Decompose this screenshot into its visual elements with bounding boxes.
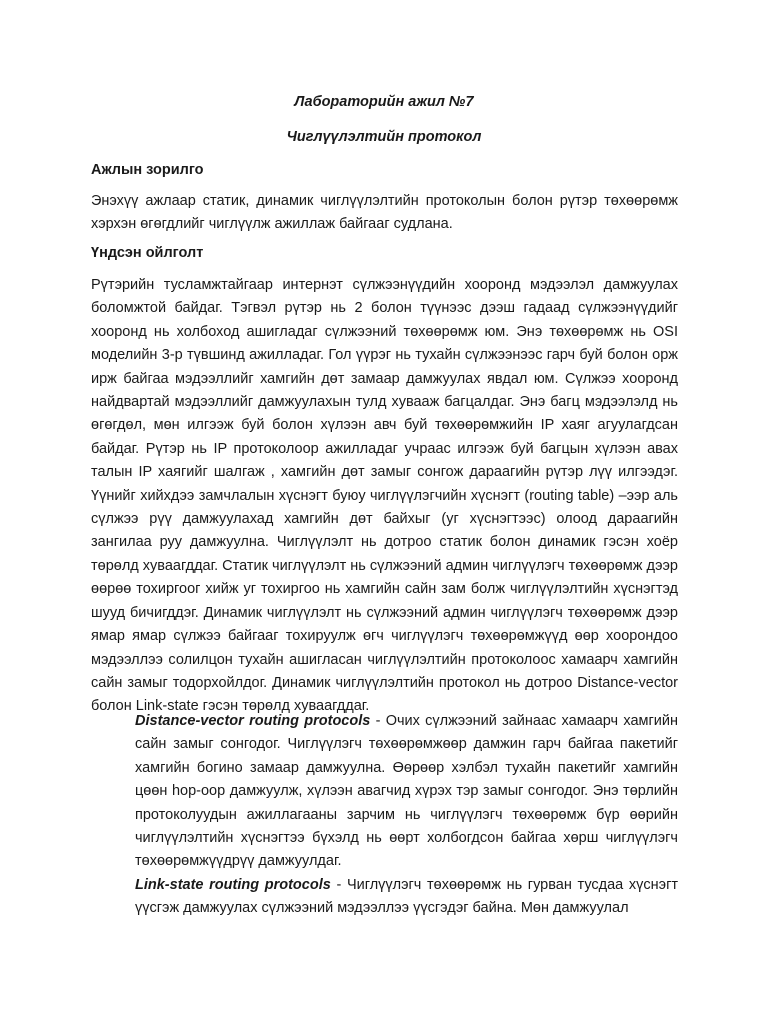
document-subtitle: Чиглүүлэлтийн протокол bbox=[286, 129, 482, 145]
section-paragraph-concepts: Рүтэрийн тусламжтайгаар интернэт сүлжээнүүдийн хооронд мэдээлэл дамжуулах боломжтой байдаг. Тэгвэл рүтэр нь 2 болон түүнээс дээш гадаад сүлжээнүүдийг хооронд нь холбоход ашигладаг сүлжээний төхөөрөмж юм. Энэ төхөөрөмж нь OSI моделийн 3-р түвшинд ажилладаг. Гол үүрэг нь тухайн сүлжээнээс гарч буй болон орж ирж байгаа мэдээллийг хамгийн дөт замаар дамжуулах явдал юм. Сүлжээ хооронд найдвартай мэдээллийг дамжуулахын тулд хувааж багцалдаг. Энэ багц мэдээлэлд нь өгөгдөл, мөн илгээж буй болон хүлээн авч буй төхөөрөмжийн IP хаяг агуулагдсан байдаг. Рүтэр нь IP протоколоор ажилладаг учраас илгээж буй багцын хүлээн авах талын IP хаягийг шалгаж , хамгийн дөт замыг сонгож дараагийн рүтэр лүү илгээдэг. Үүнийг хийхдээ замчлалын хүснэгт буюу чиглүүлэгчийн хүснэгт (routing table) –ээр аль сүлжээ рүү дамжуулахад хамгийн дөт байхыг (уг хүснэгтээс) олоод дараагийн зангилаа руу дамжуулна. Чиглүүлэлт нь дотроо статик болон динамик гэсэн хоёр төрөлд хуваагддаг. Статик чиглүүлэлт нь сүлжээний админ чиглүүлэгч төхөөрөмж дээр өөрөө тохиргоог хийж уг тохиргоо нь хамгийн сайн зам болж чиглүүлэлтийн хүснэгтэд шууд бичигддэг. Динамик чиглүүлэлт нь сүлжээний админ чиглүүлэгч төхөөрөмж дээр ямар ямар сүлжээ байгааг тохируулж өгч чиглүүлэгч төхөөрөмжүүд өөр хоорондоо мэдээллээ солилцон тухайн ашигласан чиглүүлэлтийн протоколоос хамаарч хамгийн сайн замыг тодорхойлдог. Динамик чиглүүлэлтийн протокол нь дотроо Distance-vector болон Link-state гэсэн төрөлд хуваагддаг. bbox=[91, 277, 678, 715]
protocol-term-distance-vector: Distance-vector routing protocols bbox=[135, 713, 371, 729]
protocol-description-distance-vector: - Очих сүлжээний зайнаас хамаарч хамгийн сайн замыг сонгодог. Чиглүүлэгч төхөөрөмжөөр дамжин гарч байгаа пакетийг хамгийн богино замаар дамжуулна. Өөрөөр хэлбэл тухайн пакетийг хамгийн цөөн hop-оор дамжуулж, хүлээн авагчид хүрэх тэр замыг сонгодог. Энэ төрлийн протоколуудын ажиллагааны зарчим нь чиглүүлэгч төхөөрөмж бүр өөрийн чиглүүлэлтийн хүснэгтээ бүхэлд нь өөрт холбогдсон байгаа хөрш чиглүүлэгч төхөөрөмжүүдрүү дамжуулдаг. bbox=[135, 713, 678, 870]
document-title: Лабораторийн ажил №7 bbox=[294, 94, 474, 110]
section-paragraph-goal: Энэхүү ажлаар статик, динамик чиглүүлэлтийн протоколын болон рүтэр төхөөрөмж хэрхэн өгөгдлийг чиглүүлж ажиллаж байгааг судлана. bbox=[91, 193, 678, 233]
protocol-paragraph-distance-vector bbox=[135, 710, 678, 874]
protocol-term-link-state: Link-state routing protocols bbox=[135, 877, 331, 893]
section-heading-goal: Ажлын зорилго bbox=[91, 162, 204, 178]
protocol-paragraph-link-state bbox=[135, 874, 678, 921]
protocol-description-link-state: - Чиглүүлэгч төхөөрөмж нь гурван тусдаа хүснэгт үүсгэж дамжуулах сүлжээний мэдээллээ үүсгэдэг байна. Мөн дамжуулал bbox=[135, 877, 678, 917]
section-heading-concepts: Үндсэн ойлголт bbox=[91, 245, 204, 261]
